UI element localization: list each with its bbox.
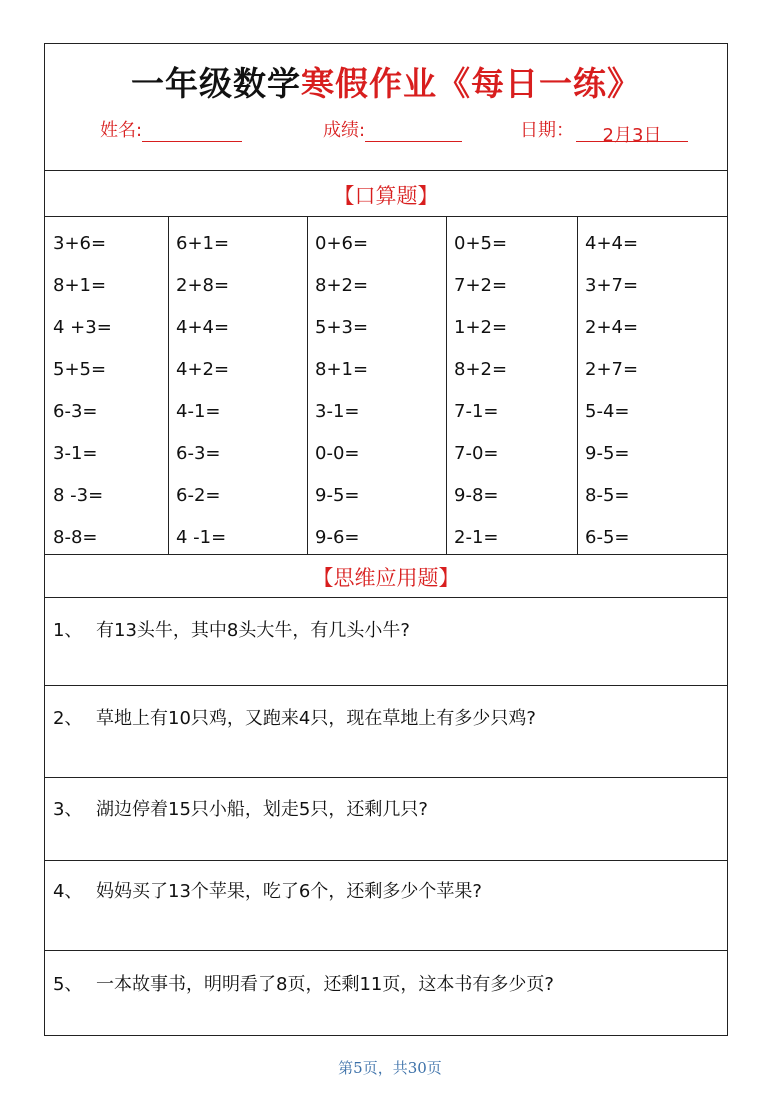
word-problem-4 [53, 877, 482, 903]
divider [45, 950, 727, 951]
date-label: 日期： [520, 120, 574, 141]
oral-problem: 9-6= [315, 527, 360, 548]
worksheet-title [45, 58, 727, 105]
oral-problem: 8-5= [585, 485, 630, 506]
oral-problem: 9-5= [315, 485, 360, 506]
divider [45, 685, 727, 686]
word-problem-3 [53, 795, 428, 821]
question-number: 5、 [53, 974, 83, 995]
question-text: 湖边停着15只小船，划走5只，还剩几只? [96, 799, 428, 820]
oral-problem: 8+2= [315, 275, 369, 296]
oral-problem: 2+8= [176, 275, 230, 296]
oral-problem: 1+2= [454, 317, 508, 338]
oral-problem: 5+5= [53, 359, 107, 380]
oral-problem: 7-0= [454, 443, 499, 464]
score-field [323, 116, 462, 142]
question-text: 一本故事书，明明看了8页，还剩11页，这本书有多少页? [96, 974, 554, 995]
oral-problem: 8-8= [53, 527, 98, 548]
oral-problem: 5-4= [585, 401, 630, 422]
divider [45, 860, 727, 861]
oral-problem: 6-3= [176, 443, 221, 464]
question-number: 4、 [53, 881, 83, 902]
column-divider [307, 216, 308, 554]
divider [45, 777, 727, 778]
title-homework: 寒假作业《每日一练》 [301, 64, 641, 103]
name-blank[interactable] [142, 121, 242, 142]
oral-problem: 4+4= [585, 233, 639, 254]
oral-problem: 8 -3= [53, 485, 104, 506]
oral-problem: 7-1= [454, 401, 499, 422]
oral-problem: 4+4= [176, 317, 230, 338]
page-number: 第5页，共30页 [338, 1059, 442, 1077]
word-problem-1 [53, 616, 410, 642]
column-divider [168, 216, 169, 554]
question-number: 2、 [53, 708, 83, 729]
divider [45, 170, 727, 171]
oral-problem: 6-5= [585, 527, 630, 548]
oral-problem: 9-8= [454, 485, 499, 506]
oral-problem: 4 +3= [53, 317, 112, 338]
name-field [100, 116, 242, 142]
question-text: 草地上有10只鸡，又跑来4只，现在草地上有多少只鸡? [96, 708, 536, 729]
oral-heading: 【口算题】 [333, 184, 439, 208]
oral-problem: 6+1= [176, 233, 230, 254]
oral-problem: 3-1= [315, 401, 360, 422]
oral-problem: 6-2= [176, 485, 221, 506]
oral-problem: 3-1= [53, 443, 98, 464]
question-text: 妈妈买了13个苹果，吃了6个，还剩多少个苹果? [96, 881, 482, 902]
oral-problem: 8+1= [315, 359, 369, 380]
oral-problem: 4+2= [176, 359, 230, 380]
word-problem-5 [53, 970, 554, 996]
oral-problem: 8+2= [454, 359, 508, 380]
score-label: 成绩: [323, 120, 366, 141]
oral-problem: 6-3= [53, 401, 98, 422]
oral-problem: 2+4= [585, 317, 639, 338]
divider [45, 216, 727, 217]
oral-problem: 4 -1= [176, 527, 227, 548]
oral-problem: 0+6= [315, 233, 369, 254]
title-grade-subject: 一年级数学 [131, 64, 301, 103]
oral-problem: 0-0= [315, 443, 360, 464]
oral-problem: 2-1= [454, 527, 499, 548]
question-number: 3、 [53, 799, 83, 820]
oral-problem: 9-5= [585, 443, 630, 464]
oral-problem: 2+7= [585, 359, 639, 380]
date-value: 2月3日 [576, 121, 688, 142]
oral-problem: 8+1= [53, 275, 107, 296]
name-label: 姓名: [100, 120, 143, 141]
divider [45, 554, 727, 555]
divider [45, 597, 727, 598]
date-field [520, 116, 688, 146]
oral-problem: 4-1= [176, 401, 221, 422]
oral-problem: 0+5= [454, 233, 508, 254]
worksheet [44, 43, 728, 1036]
score-blank[interactable] [365, 121, 462, 142]
column-divider [577, 216, 578, 554]
oral-problem: 7+2= [454, 275, 508, 296]
question-number: 1、 [53, 620, 83, 641]
oral-problem: 3+7= [585, 275, 639, 296]
oral-problem: 3+6= [53, 233, 107, 254]
word-problem-2 [53, 704, 536, 730]
applied-heading: 【思维应用题】 [312, 566, 460, 590]
question-text: 有13头牛，其中8头大牛，有几头小牛? [96, 620, 410, 641]
oral-problem: 5+3= [315, 317, 369, 338]
column-divider [446, 216, 447, 554]
